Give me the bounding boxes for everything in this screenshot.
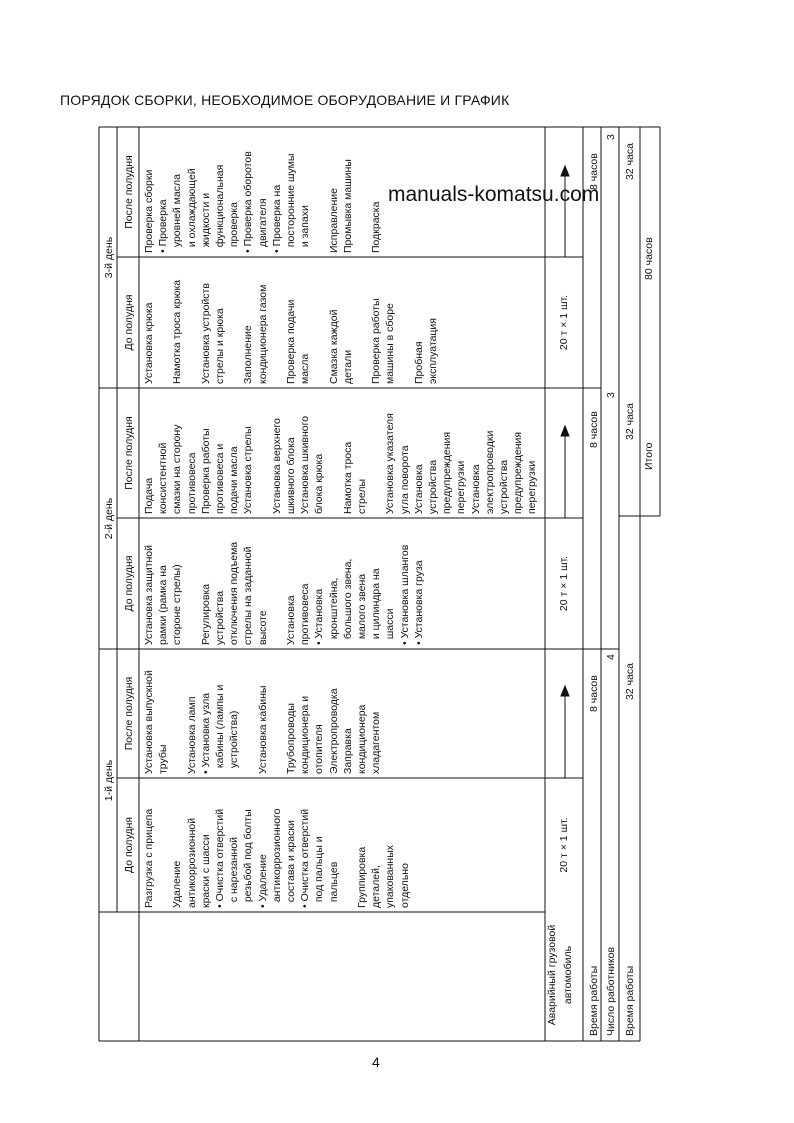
task-line: Установка: [412, 464, 425, 514]
task-line: упакованных: [384, 844, 397, 908]
task-line: Пробная: [412, 341, 425, 384]
task-line: [185, 542, 199, 645]
total-value: 80 часов: [643, 237, 655, 280]
task-line: отключения подъема: [228, 541, 241, 645]
task-line: стрелы и крюка: [213, 308, 226, 384]
task-line: предупреждения: [512, 431, 525, 514]
day-1-pm-tasks: [142, 670, 383, 774]
task-line: Смазка каждой: [327, 309, 340, 384]
task-line: Заполнение: [242, 325, 255, 384]
task-line: Установка: [285, 595, 297, 645]
day-2-pm-tasks: [142, 413, 540, 514]
task-line: Установка: [469, 464, 482, 514]
task-line: Установка крюка: [143, 302, 155, 384]
day-1-am-header: До полудня: [123, 817, 135, 873]
task-line: Подача: [143, 477, 155, 514]
task-line: [256, 413, 270, 514]
task-line: [170, 670, 184, 774]
task-line: высоте: [256, 610, 269, 645]
task-line: Удаление: [171, 860, 184, 908]
task-line: краски с шасси: [199, 834, 212, 908]
task-line: угла поворота: [398, 445, 411, 514]
task-line: перегрузки: [526, 460, 539, 514]
task-line: уровней масла: [171, 174, 184, 253]
task-line: эксплуатация: [426, 318, 439, 384]
task-line: проверка: [228, 201, 241, 253]
task-line: детали: [341, 349, 354, 384]
task-line: жидкости и: [199, 192, 212, 253]
task-line: противовеса: [185, 452, 198, 514]
task-line: • Очистка отверстий: [299, 808, 312, 908]
task-line: блока крюка: [313, 453, 326, 514]
task-line: Установка устройств: [199, 283, 212, 384]
task-line: противовеса и: [214, 443, 227, 514]
task-line: под пальцы и: [313, 836, 326, 908]
task-line: стрелы на заданной: [242, 546, 255, 645]
task-line: Установка шкивного: [299, 415, 312, 514]
task-line: и охлаждающей: [185, 168, 198, 253]
task-line: кондиционера: [356, 704, 368, 774]
task-line: электропроводки: [483, 430, 496, 514]
task-line: Установка верхнего: [270, 418, 283, 514]
task-line: Установка указателя: [384, 413, 397, 514]
task-line: Установка защитной: [143, 544, 155, 645]
task-line: Установка кабины: [256, 685, 269, 774]
day-1-header: 1-й день: [103, 759, 115, 802]
day-3-vehicle: 20 т × 1 шт.: [558, 294, 570, 351]
task-line: машины в сборе: [384, 303, 397, 384]
task-line: устройства: [214, 590, 226, 645]
task-line: [241, 670, 255, 774]
task-line: кондиционера газом: [256, 284, 269, 384]
page-title: ПОРЯДОК СБОРКИ, НЕОБХОДИМОЕ ОБОРУДОВАНИЕ И ГРАФИК: [60, 92, 510, 108]
task-line: рамки (рамка на: [157, 565, 170, 645]
day-1-workers: 4: [605, 654, 617, 660]
task-line: Промывка машины: [341, 159, 354, 253]
task-line: [227, 280, 241, 384]
task-line: [341, 809, 355, 909]
day-2-vehicle: 20 т × 1 шт.: [558, 555, 570, 612]
task-line: • Установка узла: [199, 692, 212, 774]
task-line: [270, 280, 284, 384]
task-line: деталей,: [370, 865, 383, 908]
task-line: • Удаление: [256, 854, 269, 908]
task-line: [312, 280, 326, 384]
task-line: Установка ламп: [185, 696, 198, 774]
day-1-am-tasks: [142, 809, 412, 909]
day-1-work-time: 8 часов: [588, 675, 600, 712]
task-line: двигателя: [256, 198, 269, 253]
task-line: перегрузки: [455, 460, 468, 514]
day-2-am-header: До полудня: [123, 555, 135, 612]
day-3-workers: 3: [605, 134, 617, 140]
task-line: Трубопроводы: [284, 703, 297, 774]
task-line: предупреждения: [441, 431, 454, 514]
task-line: Проверка сборки: [143, 169, 155, 253]
task-line: [156, 809, 170, 909]
task-line: Регулировка: [199, 583, 212, 645]
task-line: и цилиндра на: [370, 568, 383, 645]
day-1-vehicle: 20 т × 1 шт.: [558, 817, 570, 873]
task-line: • Установка: [313, 588, 326, 645]
task-line: • Проверка: [157, 199, 170, 253]
task-line: состава и краски: [285, 820, 298, 908]
day-2-total-time: 32 часа: [624, 403, 636, 440]
row-label-workers: Число работников: [605, 946, 617, 1036]
task-line: Подкраска: [370, 201, 383, 253]
day-2-workers: 3: [605, 392, 617, 398]
day-3-am-header: До полудня: [123, 294, 135, 351]
task-line: посторонние шумы: [285, 153, 298, 253]
row-label-total-time: Время работы: [624, 965, 636, 1036]
task-line: Заправка: [341, 728, 354, 774]
task-line: антикоррозионной: [185, 817, 198, 908]
task-line: кабины (лампы и: [214, 684, 226, 774]
day-2-header: 2-й день: [103, 497, 115, 540]
day-3-pm-header: После полудня: [123, 155, 135, 229]
task-line: Группировка: [356, 846, 369, 908]
task-line: консистентной: [157, 442, 170, 514]
task-line: подачи масла: [228, 446, 241, 514]
page-number: 4: [372, 1054, 380, 1070]
task-line: [270, 542, 284, 645]
task-line: [355, 151, 369, 253]
day-3-work-time: 8 часов: [588, 153, 600, 190]
task-line: устройства: [427, 459, 440, 514]
task-line: Проверка подачи: [284, 299, 297, 384]
task-line: Намотка троса крюка: [171, 279, 184, 384]
task-line: отопителя: [313, 724, 326, 774]
task-line: стрелы: [356, 478, 369, 514]
task-line: Установка выпускной: [143, 670, 155, 774]
task-line: устройства: [498, 459, 511, 514]
task-line: [312, 151, 326, 253]
task-line: отдельно: [398, 863, 411, 908]
task-line: функциональная: [214, 164, 227, 253]
task-line: • Установка шлангов: [398, 544, 411, 645]
task-line: Исправление: [327, 188, 340, 253]
task-line: [369, 413, 383, 514]
task-line: трубы: [157, 744, 170, 774]
task-line: антикоррозионного: [270, 808, 283, 908]
total-label: Итого: [643, 442, 655, 470]
task-line: устройства): [228, 710, 241, 774]
task-line: Электропроводка: [327, 688, 340, 774]
day-2-work-time: 8 часов: [588, 411, 600, 448]
task-line: малого звена: [356, 573, 369, 645]
task-line: хладагентом: [370, 711, 383, 774]
day-3-total-time: 32 часа: [624, 143, 636, 180]
task-line: кронштейна,: [327, 577, 340, 645]
task-line: • Проверка оборотов: [242, 151, 255, 253]
task-line: Разгрузка с прицепа: [143, 808, 155, 908]
task-line: шкивного блока: [285, 437, 298, 514]
day-3-header: 3-й день: [103, 236, 115, 279]
task-line: Установка стрелы: [242, 426, 255, 514]
task-line: Проверка работы: [199, 428, 212, 514]
day-1-pm-header: После полудня: [123, 676, 135, 751]
task-line: [398, 280, 412, 384]
task-line: с нарезанной: [228, 836, 241, 908]
row-label-work-time: Время работы: [588, 965, 600, 1036]
task-line: [270, 670, 284, 774]
task-line: смазки на сторону: [171, 424, 184, 514]
day-2-am-tasks: [142, 542, 426, 645]
day-3-am-tasks: [142, 280, 440, 384]
day-1-total-time: 32 часа: [624, 663, 636, 700]
task-line: [185, 280, 199, 384]
task-line: Намотка троса: [341, 441, 354, 514]
task-line: [156, 280, 170, 384]
task-line: • Установка груза: [412, 560, 425, 645]
row-label-vehicle: Аварийный грузовой автомобиль: [546, 924, 574, 1026]
task-line: пальцев: [327, 861, 340, 908]
task-line: резьбой под болты: [242, 809, 255, 908]
task-line: шасси: [384, 608, 397, 645]
task-line: [327, 413, 341, 514]
task-line: стороне стрелы): [171, 564, 184, 645]
task-line: кондиционера и: [299, 695, 312, 774]
day-3-pm-tasks: [142, 151, 383, 253]
task-line: противовеса: [299, 583, 312, 645]
day-2-pm-header: После полудня: [123, 416, 135, 490]
task-line: • Очистка отверстий: [214, 808, 226, 908]
task-line: большого звена,: [341, 558, 354, 645]
task-line: масла: [299, 353, 312, 384]
watermark-text: manuals-komatsu.com: [388, 183, 600, 206]
task-line: • Проверка на: [270, 184, 283, 253]
task-line: Проверка работы: [370, 298, 383, 384]
task-line: [355, 280, 369, 384]
task-line: и запахи: [299, 205, 312, 253]
